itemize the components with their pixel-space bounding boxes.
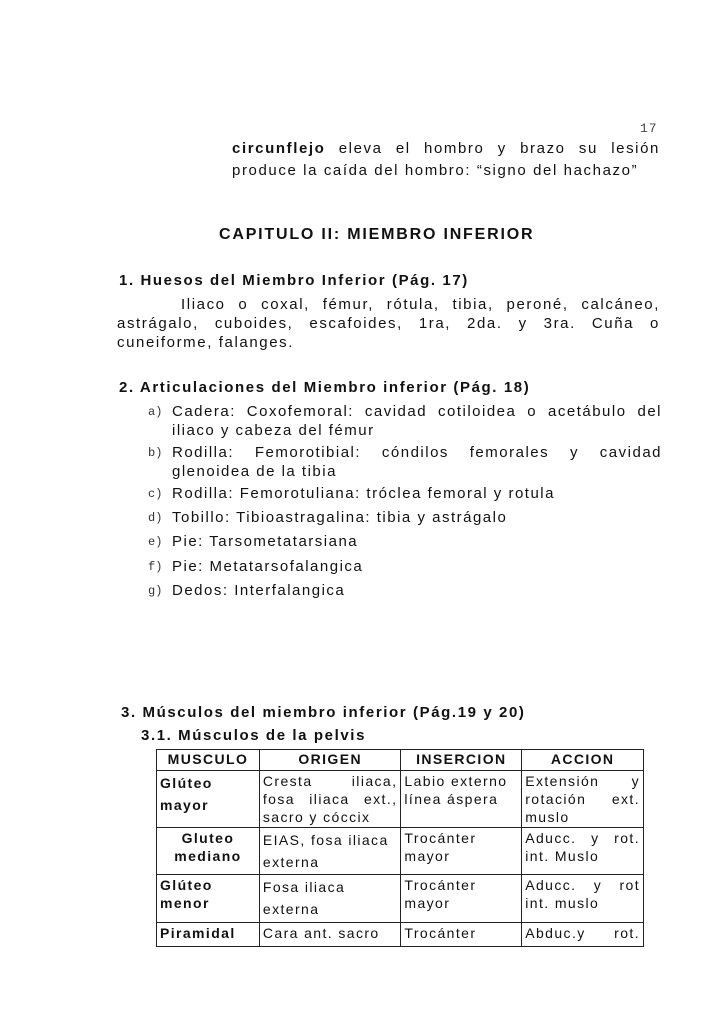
list-item — [148, 484, 662, 503]
list-item-line: Cadera: Coxofemoral: cavidad cotiloidea o acetábulo del — [172, 403, 662, 420]
accion-cell: Extensión y rotación ext. muslo — [522, 771, 644, 828]
list-item-line: Dedos: Interfalangica — [172, 582, 346, 599]
list-item — [148, 581, 662, 600]
column-header-accion: ACCION — [522, 750, 644, 771]
list-item-line: iliaco y cabeza del fémur — [172, 422, 375, 439]
list-item-line: Rodilla: Femorotibial: cóndilos femorales y cavidad — [172, 444, 662, 461]
section-3-heading: 3. Músculos del miembro inferior (Pág.19 y 20) — [121, 704, 526, 721]
origen-cell: Cara ant. sacro — [259, 923, 401, 947]
intro-line-1-rest: eleva el hombro y brazo su lesión — [325, 140, 660, 157]
section-1-line-3: cuneiforme, falanges. — [117, 334, 295, 351]
list-marker: b) — [148, 446, 163, 460]
list-item — [148, 532, 662, 551]
list-marker: g) — [148, 584, 163, 598]
table-row — [157, 828, 644, 875]
column-header-origen: ORIGEN — [259, 750, 401, 771]
list-marker: d) — [148, 511, 163, 525]
section-1-line-1: Iliaco o coxal, fémur, rótula, tibia, peroné, calcáneo, — [181, 296, 660, 313]
origen-cell: Fosa iliaca externa — [259, 875, 401, 923]
accion-cell: Abduc.y rot. — [522, 923, 644, 947]
intro-line-2: produce la caída del hombro: “signo del hachazo” — [232, 162, 639, 179]
accion-cell: Aducc. y rot int. muslo — [522, 875, 644, 923]
section-2-heading: 2. Articulaciones del Miembro inferior (Pág. 18) — [119, 379, 531, 396]
table-row — [157, 875, 644, 923]
page-number: 17 — [640, 121, 658, 136]
list-item-line: Rodilla: Femorotuliana: tróclea femoral y rotula — [172, 485, 555, 502]
accion-cell: Aducc. y rot. int. Muslo — [522, 828, 644, 875]
list-item — [148, 557, 662, 576]
section-1-line-2: astrágalo, cuboides, escafoides, 1ra, 2da. y 3ra. Cuña o — [117, 315, 660, 332]
musculo-cell: Piramidal — [157, 923, 260, 947]
musculo-cell: Glúteo menor — [157, 875, 260, 923]
insercion-cell: Trocánter mayor — [401, 875, 522, 923]
musculo-cell: Gluteo mediano — [157, 828, 260, 875]
list-item-line: Tobillo: Tibioastragalina: tibia y astrágalo — [172, 509, 508, 526]
intro-line-1 — [232, 140, 660, 157]
chapter-title: CAPITULO II: MIEMBRO INFERIOR — [219, 226, 535, 243]
table-header-row — [157, 750, 644, 771]
table-row — [157, 923, 644, 947]
column-header-insercion: INSERCION — [401, 750, 522, 771]
list-item-line: glenoidea de la tibia — [172, 463, 337, 480]
intro-bold-word: circunflejo — [232, 140, 326, 157]
list-item — [148, 443, 662, 481]
musculo-cell: Glúteo mayor — [157, 771, 260, 828]
insercion-cell: Trocánter mayor — [401, 828, 522, 875]
list-marker: a) — [148, 405, 163, 419]
muscle-table — [156, 749, 644, 947]
section-3-subheading: 3.1. Músculos de la pelvis — [141, 727, 367, 744]
origen-cell: EIAS, fosa iliaca externa — [259, 828, 401, 875]
origen-cell: Cresta iliaca, fosa iliaca ext., sacro y cóccix — [259, 771, 401, 828]
list-item-line: Pie: Tarsometatarsiana — [172, 533, 359, 550]
list-marker: c) — [148, 487, 163, 501]
column-header-musculo: MUSCULO — [157, 750, 260, 771]
section-1-heading: 1. Huesos del Miembro Inferior (Pág. 17) — [119, 272, 469, 289]
list-item-line: Pie: Metatarsofalangica — [172, 558, 364, 575]
table-row — [157, 771, 644, 828]
list-marker: f) — [148, 560, 163, 574]
list-item — [148, 402, 662, 440]
insercion-cell: Labio externo línea áspera — [401, 771, 522, 828]
insercion-cell: Trocánter — [401, 923, 522, 947]
list-marker: e) — [148, 535, 163, 549]
list-item — [148, 508, 662, 527]
